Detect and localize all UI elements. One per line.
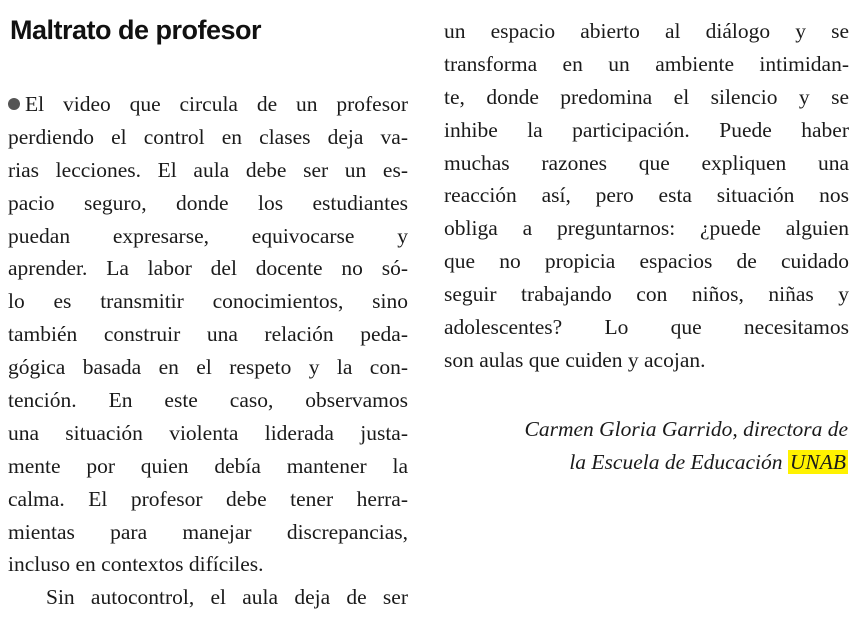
highlighted-institution: UNAB — [789, 449, 846, 474]
body-line: un espacio abierto al diálogo y se — [444, 19, 849, 43]
body-line: inhibe la participación. Puede haber — [444, 117, 849, 142]
body-line: también construir una relación peda- — [8, 322, 408, 347]
body-line: incluso en contextos difíciles. — [8, 552, 264, 577]
body-line: rias lecciones. El aula debe ser un es- — [8, 157, 408, 182]
body-line: muchas razones que expliquen una — [444, 150, 849, 175]
bullet-icon — [8, 98, 20, 110]
body-line — [8, 88, 408, 121]
body-line: una situación violenta liderada justa- — [8, 420, 408, 445]
body-line: reacción así, pero esta situación nos — [444, 183, 849, 208]
signature-affiliation: la Escuela de Educación — [569, 449, 788, 474]
body-line: Sin autocontrol, el aula deja de ser — [46, 585, 408, 610]
body-line: lo es transmitir conocimientos, sino — [8, 289, 408, 314]
body-line: transforma en un ambiente intimidan- — [444, 51, 849, 76]
body-line: calma. El profesor debe tener herra- — [8, 486, 408, 511]
body-line: que no propicia espacios de cuidado — [444, 249, 849, 274]
signature-line: Carmen Gloria Garrido, directora de — [524, 417, 848, 441]
body-line: perdiendo el control en clases deja va- — [8, 124, 408, 149]
body-line: son aulas que cuiden y acojan. — [444, 347, 706, 372]
signature-line — [444, 446, 848, 479]
body-line: pacio seguro, donde los estudiantes — [8, 190, 408, 215]
body-line: seguir trabajando con niños, niñas y — [444, 282, 849, 307]
body-line: obliga a preguntarnos: ¿puede alguien — [444, 216, 849, 241]
body-line: aprender. La labor del docente no só- — [8, 256, 408, 281]
article-headline: Maltrato de profesor — [10, 15, 262, 45]
author-signature — [444, 413, 848, 479]
body-line: gógica basada en el respeto y la con- — [8, 355, 408, 380]
body-line: mientas para manejar discrepancias, — [8, 519, 408, 544]
body-text: El video que circula de un profesor — [25, 92, 408, 116]
body-line: puedan expresarse, equivocarse y — [8, 223, 408, 248]
body-line: adolescentes? Lo que necesitamos — [444, 315, 849, 340]
body-line: te, donde predomina el silencio y se — [444, 84, 849, 109]
body-line: mente por quien debía mantener la — [8, 453, 408, 478]
article-right-column — [444, 15, 849, 377]
body-line: tención. En este caso, observamos — [8, 388, 408, 413]
article-left-column — [8, 88, 408, 614]
